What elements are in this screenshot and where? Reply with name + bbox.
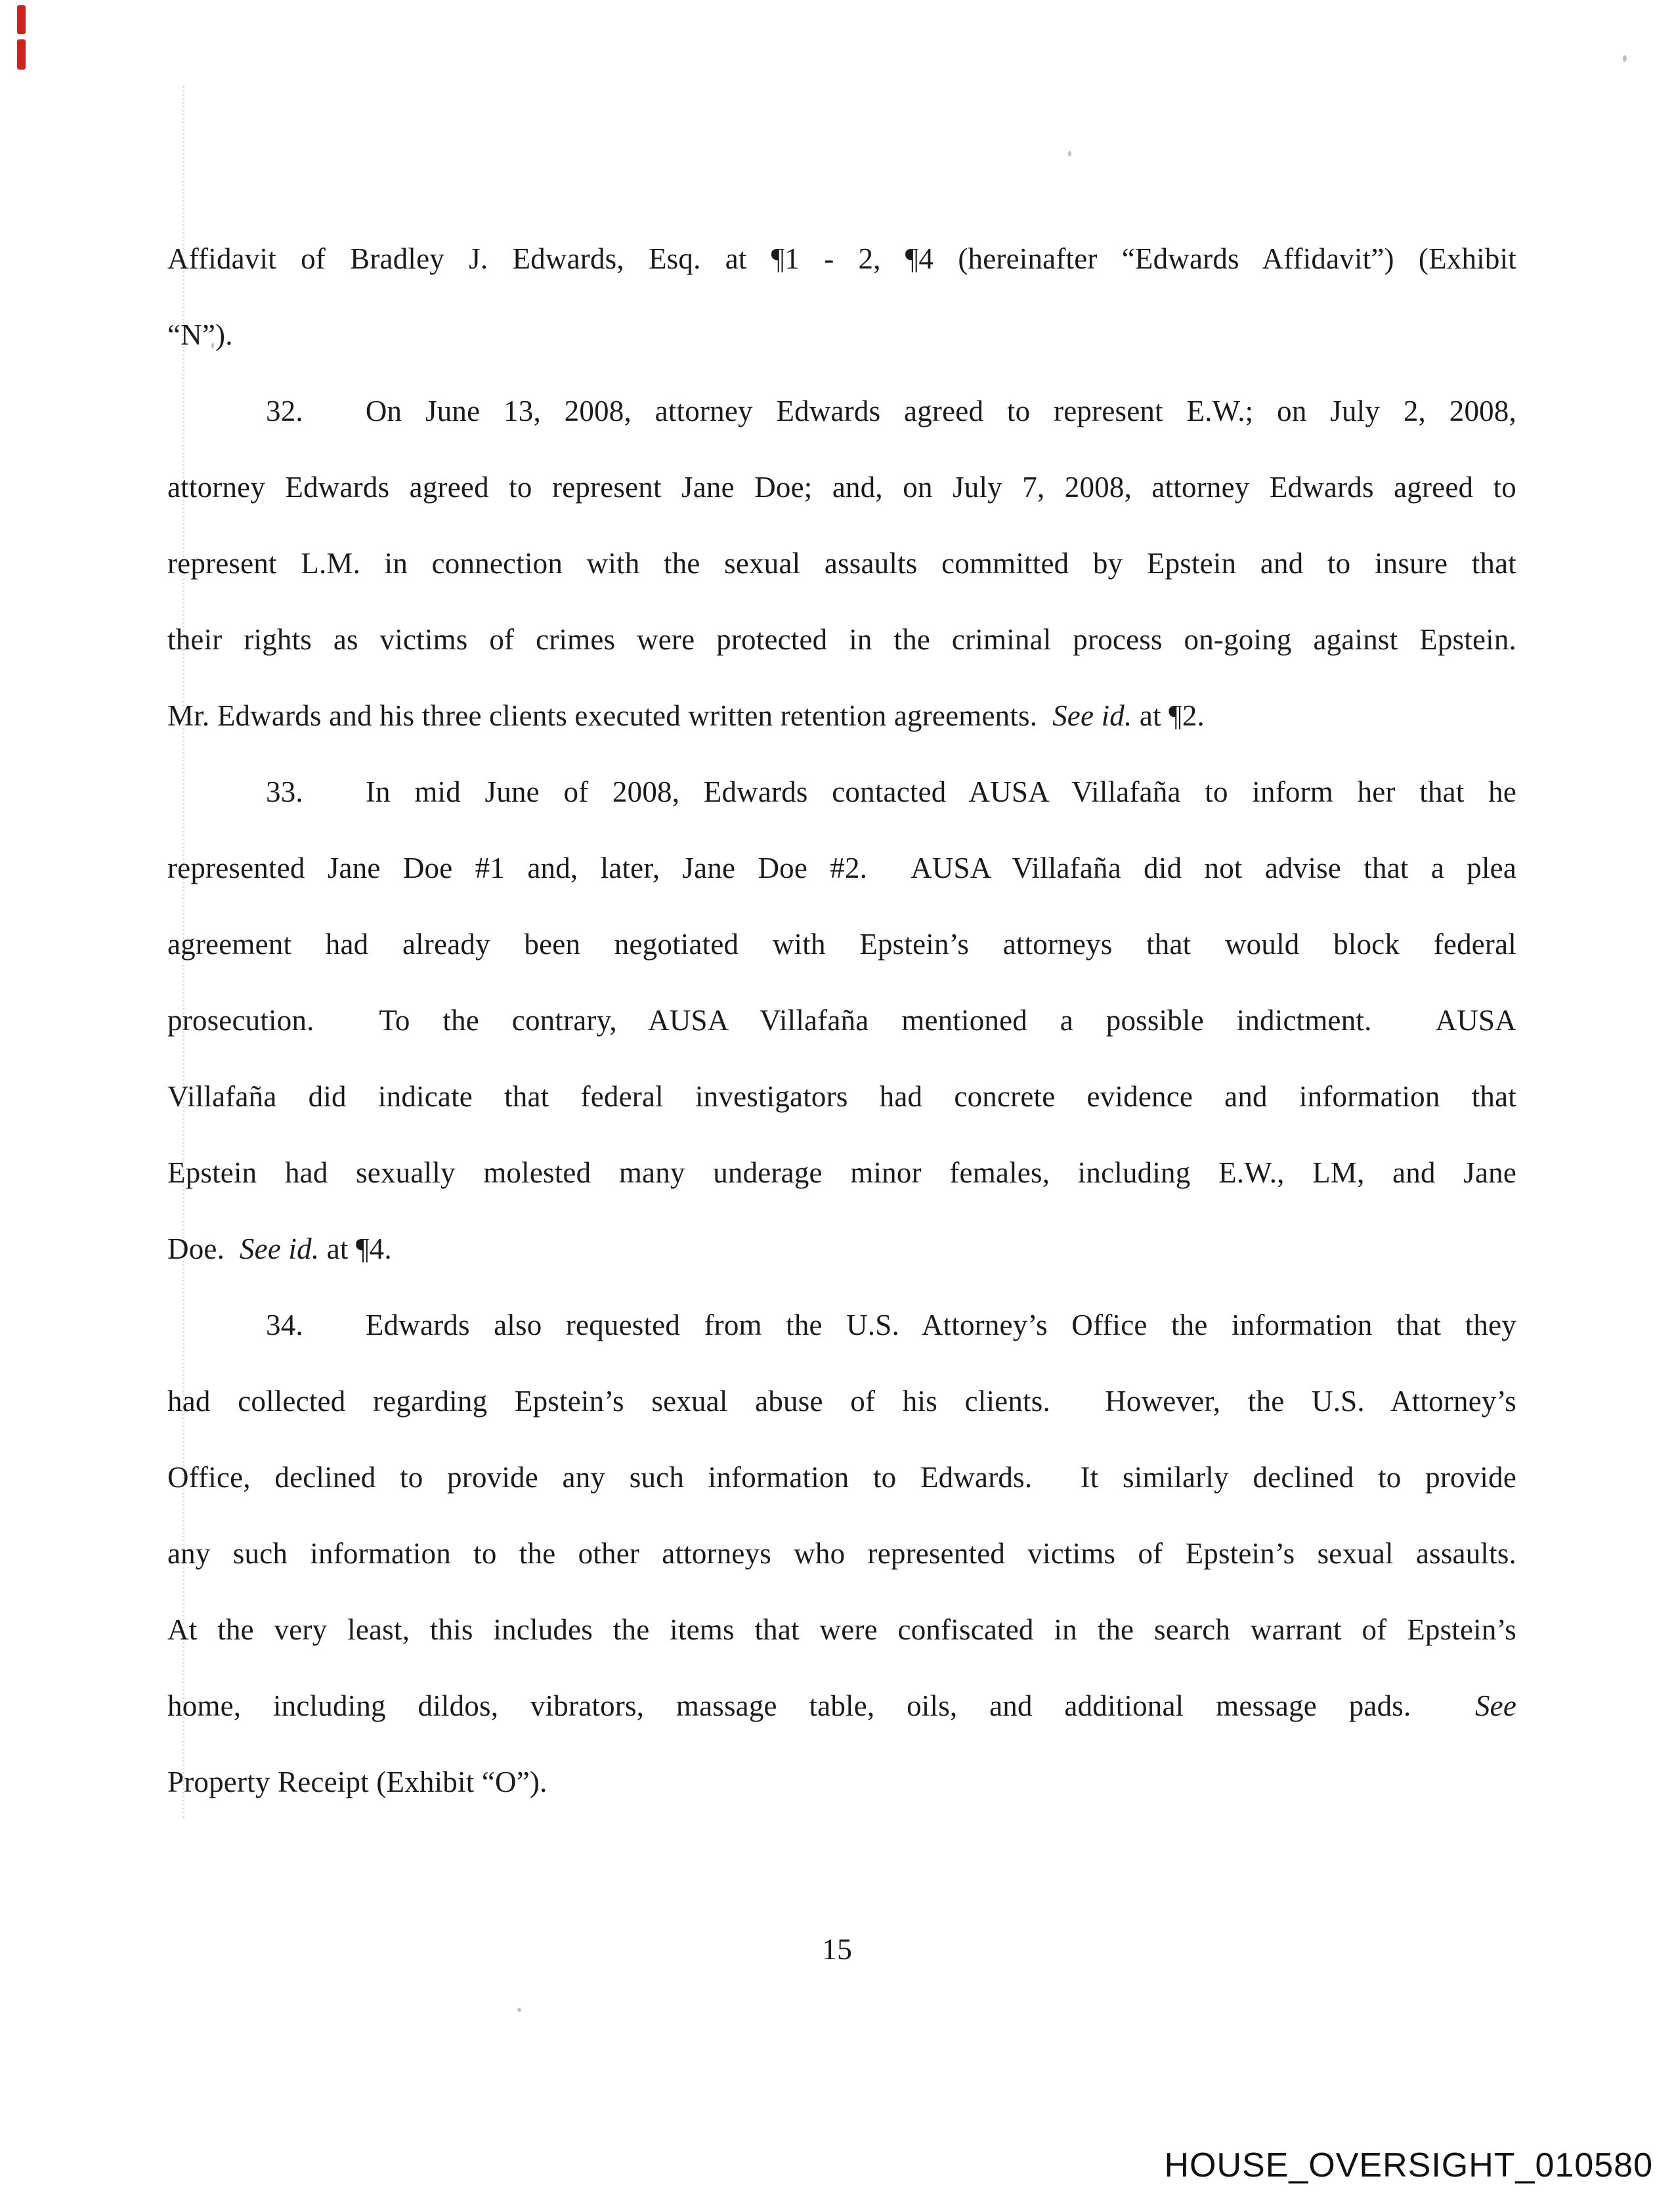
document-line bbox=[167, 1211, 1516, 1287]
paragraph-number: 32. bbox=[266, 395, 303, 427]
line-text: Doe. bbox=[167, 1232, 240, 1265]
line-text: prosecution. To the contrary, AUSA Villafaña mentioned a possible indictment. AUSA bbox=[167, 1004, 1516, 1037]
line-text: Mr. Edwards and his three clients executed written retention agreements. bbox=[167, 699, 1053, 732]
line-text: represented Jane Doe #1 and, later, Jane Doe #2. AUSA Villafaña did not advise that a plea bbox=[167, 852, 1516, 884]
line-text: Property Receipt (Exhibit “O”). bbox=[167, 1766, 547, 1798]
scan-speck bbox=[517, 2008, 521, 2012]
line-text: attorney Edwards agreed to represent Jane Doe; and, on July 7, 2008, attorney Edwards agreed to bbox=[167, 471, 1516, 504]
line-text: agreement had already been negotiated with Epstein’s attorneys that would block federal bbox=[167, 928, 1516, 961]
line-text: any such information to the other attorneys who represented victims of Epstein’s sexual assaults. bbox=[167, 1537, 1516, 1570]
line-text: “N”). bbox=[167, 318, 233, 351]
line-text: Epstein had sexually molested many underage minor females, including E.W., LM, and Jane bbox=[167, 1156, 1516, 1189]
document-line bbox=[167, 1287, 1516, 1363]
line-text: Villafaña did indicate that federal investigators had concrete evidence and information that bbox=[167, 1080, 1516, 1113]
document-line bbox=[167, 1668, 1516, 1744]
document-line bbox=[167, 906, 1516, 982]
scan-speck bbox=[1623, 55, 1627, 62]
citation-italic: See id. bbox=[239, 1232, 320, 1265]
document-body bbox=[167, 221, 1516, 1820]
bates-stamp: HOUSE_OVERSIGHT_010580 bbox=[1164, 2146, 1653, 2184]
red-pen-mark bbox=[17, 5, 26, 34]
document-line bbox=[167, 1135, 1516, 1211]
paragraph-number: 34. bbox=[266, 1309, 303, 1341]
document-line bbox=[167, 1515, 1516, 1592]
document-line bbox=[167, 754, 1516, 830]
document-line bbox=[167, 1363, 1516, 1439]
document-line bbox=[167, 1592, 1516, 1668]
line-text: Edwards also requested from the U.S. Attorney’s Office the information that they bbox=[365, 1309, 1516, 1341]
page-number: 15 bbox=[822, 1932, 852, 1966]
line-text: Office, declined to provide any such information to Edwards. It similarly declined to provide bbox=[167, 1461, 1516, 1494]
citation-italic: See id. bbox=[1052, 699, 1132, 732]
line-text: On June 13, 2008, attorney Edwards agreed to represent E.W.; on July 2, 2008, bbox=[365, 395, 1516, 427]
line-text: at ¶2. bbox=[1132, 699, 1205, 732]
document-line bbox=[167, 297, 1516, 373]
paragraph-number: 33. bbox=[266, 775, 303, 808]
citation-italic: See bbox=[1474, 1689, 1516, 1722]
document-line bbox=[167, 1058, 1516, 1135]
document-line bbox=[167, 221, 1516, 297]
document-line bbox=[167, 449, 1516, 525]
line-text: their rights as victims of crimes were protected in the criminal process on-going against Epstein. bbox=[167, 623, 1516, 656]
line-text: Affidavit of Bradley J. Edwards, Esq. at ¶1 - 2, ¶4 (hereinafter “Edwards Affidavit”) (Exhibit bbox=[167, 242, 1516, 275]
line-text: had collected regarding Epstein’s sexual abuse of his clients. However, the U.S. Attorney’s bbox=[167, 1385, 1516, 1418]
red-pen-mark bbox=[17, 39, 26, 70]
line-text: home, including dildos, vibrators, massage table, oils, and additional message pads. bbox=[167, 1689, 1475, 1722]
line-text: At the very least, this includes the items that were confiscated in the search warrant of Epstein’s bbox=[167, 1613, 1516, 1646]
line-text: at ¶4. bbox=[319, 1232, 392, 1265]
document-line bbox=[167, 373, 1516, 449]
document-line bbox=[167, 678, 1516, 754]
document-line bbox=[167, 1744, 1516, 1820]
line-text: In mid June of 2008, Edwards contacted AUSA Villafaña to inform her that he bbox=[365, 775, 1516, 808]
document-line bbox=[167, 830, 1516, 906]
line-text: represent L.M. in connection with the sexual assaults committed by Epstein and to insure that bbox=[167, 547, 1516, 580]
document-line bbox=[167, 1439, 1516, 1515]
document-line bbox=[167, 601, 1516, 678]
document-line bbox=[167, 982, 1516, 1058]
document-line bbox=[167, 525, 1516, 601]
scan-speck bbox=[1068, 151, 1071, 156]
